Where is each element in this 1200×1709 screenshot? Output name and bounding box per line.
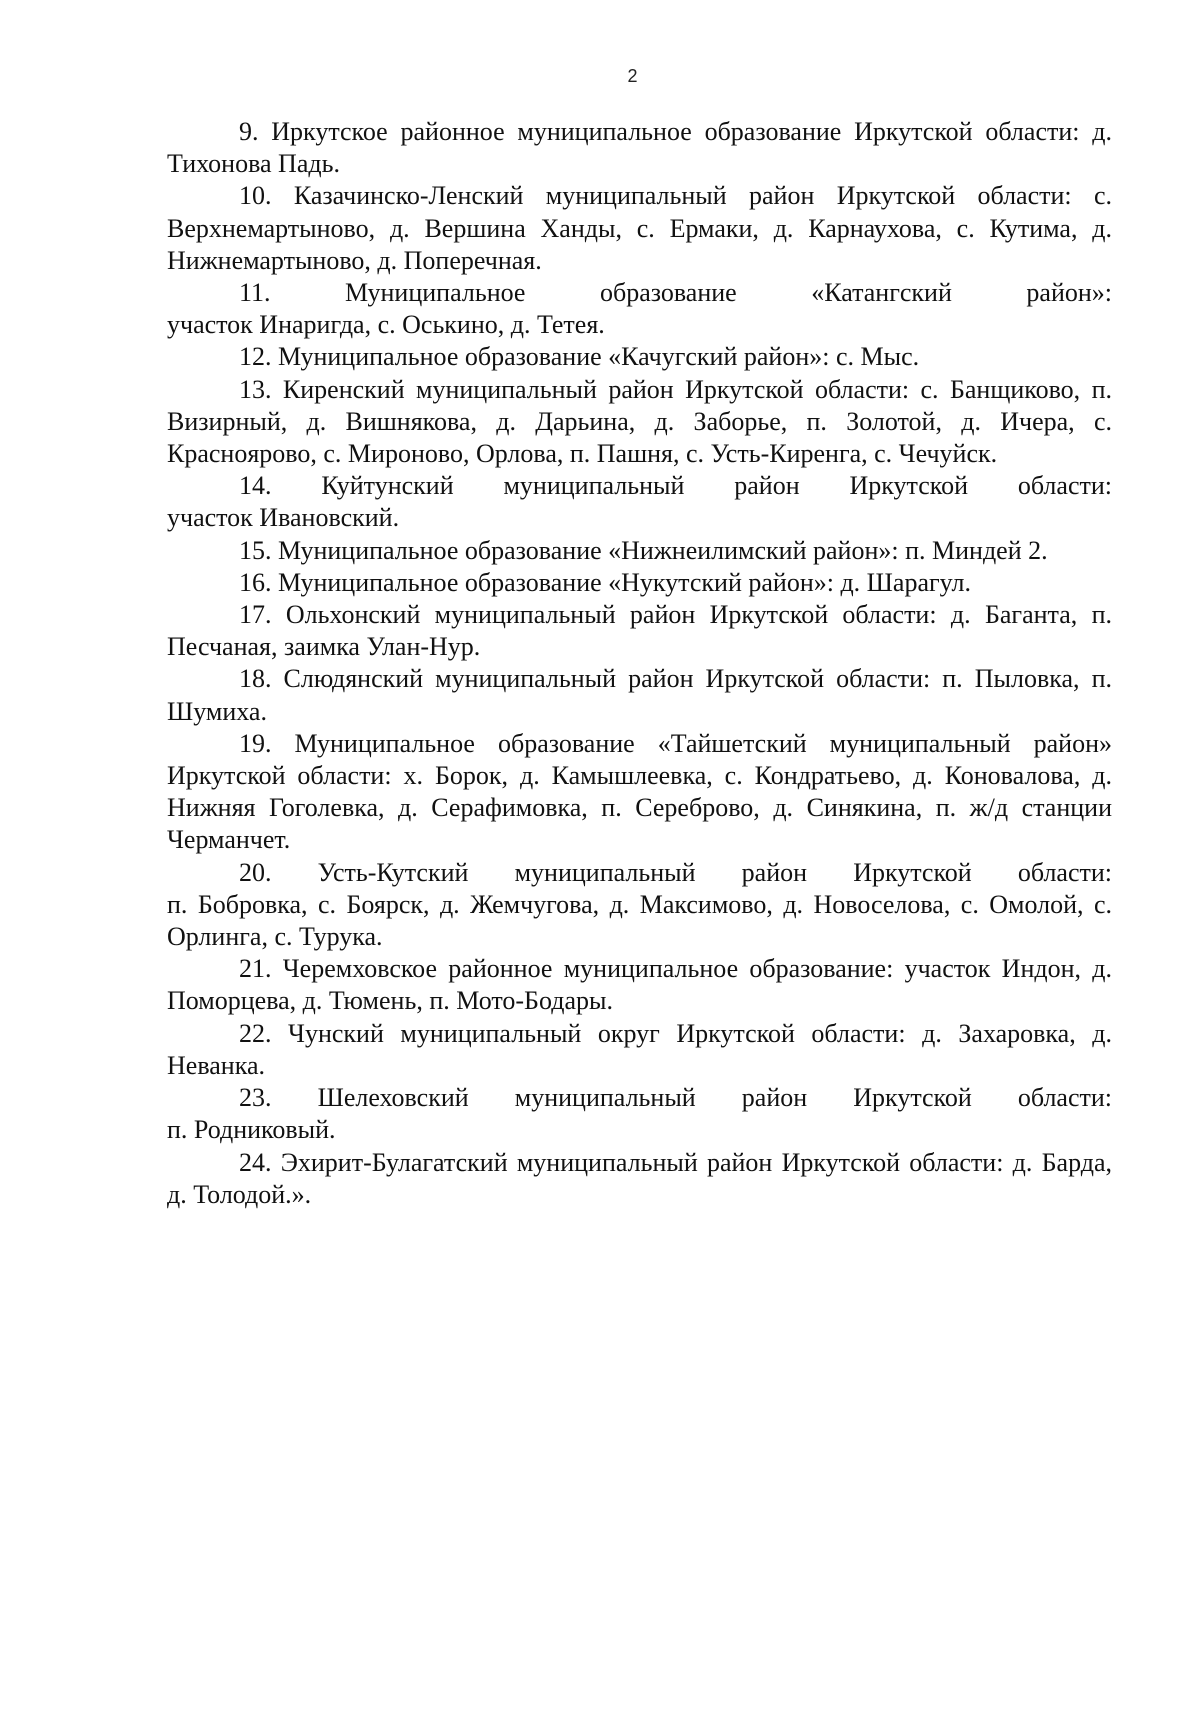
list-item-23: 23. Шелеховский муниципальный район Иркутской области: (239, 1083, 1112, 1113)
list-item-12: 12. Муниципальное образование «Качугский район»: с. Мыс. (239, 342, 920, 372)
list-item-24: 24. Эхирит-Булагатский муниципальный район Иркутской области: д. Барда, д. Толодой.». (167, 1147, 1112, 1209)
list-item-17: 17. Ольхонский муниципальный район Иркутской области: д. Баганта, п. Песчаная, заимка Улан-Нур. (167, 600, 1112, 662)
list-item-16: 16. Муниципальное образование «Нукутский район»: д. Шарагул. (239, 567, 971, 597)
list-item-22: 22. Чунский муниципальный округ Иркутской области: д. Захаровка, д. Неванка. (167, 1018, 1112, 1080)
list-item-9: 9. Иркутское районное муниципальное образование Иркутской области: д. Тихонова Падь. (167, 117, 1112, 179)
list-item-11-continuation: участок Инаригда, с. Оськино, д. Тетея. (167, 310, 605, 340)
list-item-23-continuation: п. Родниковый. (167, 1115, 336, 1145)
list-item-15: 15. Муниципальное образование «Нижнеилимский район»: п. Миндей 2. (239, 535, 1048, 565)
list-item-14-continuation: участок Ивановский. (167, 503, 400, 533)
list-item-20: 20. Усть-Кутский муниципальный район Иркутской области: (239, 857, 1112, 887)
list-item-11: 11. Муниципальное образование «Катангский район»: (239, 278, 1112, 308)
list-item-18: 18. Слюдянский муниципальный район Иркутской области: п. Пыловка, п. Шумиха. (167, 664, 1112, 726)
list-item-14: 14. Куйтунский муниципальный район Иркутской области: (239, 471, 1112, 501)
list-item-10: 10. Казачинско-Ленский муниципальный район Иркутской области: с. Верхнемартыново, д. Вершина Ханды, с. Ермаки, д. Карнаухова, с. Кутима, д. Нижнемартыново, д. Поперечная. (167, 181, 1112, 275)
document-body (167, 116, 1112, 1211)
list-item-19: 19. Муниципальное образование «Тайшетский муниципальный район» Иркутской области: х. Борок, д. Камышлеевка, с. Кондратьево, д. Коновалова, д. Нижняя Гоголевка, д. Серафимовка, п. Сереброво, д. Синякина, п. ж/д станции Черманчет. (167, 728, 1112, 855)
list-item-13: 13. Киренский муниципальный район Иркутской области: с. Банщиково, п. Визирный, д. Вишнякова, д. Дарьина, д. Заборье, п. Золотой, д. Ичера, с. Краснoярово, с. Мироново, Орлова, п. Пашня, с. Усть-Киренга, с. Чечуйск. (167, 374, 1112, 469)
list-item-20-continuation: п. Бобровка, с. Боярск, д. Жемчугова, д. Максимово, д. Новоселова, с. Омолой, с. Орлинга, с. Турука. (167, 889, 1112, 952)
list-item-21: 21. Черемховское районное муниципальное образование: участок Индон, д. Поморцева, д. Тюмень, п. Мото-Бодары. (167, 954, 1112, 1016)
page-number: 2 (627, 66, 638, 86)
